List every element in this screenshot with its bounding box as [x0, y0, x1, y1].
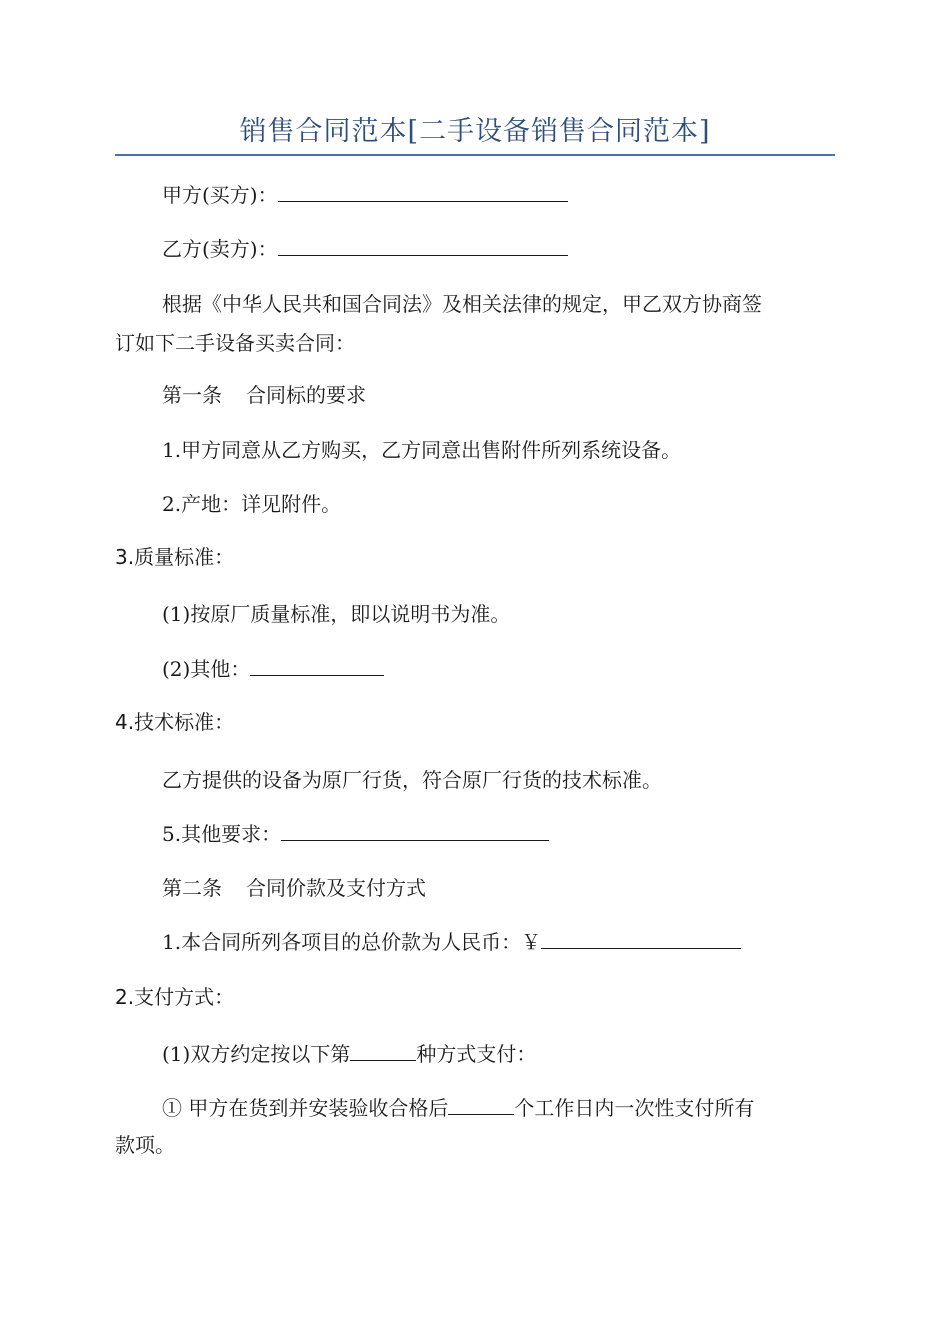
clause-1-3-2-label: (2)其他： [162, 657, 251, 681]
clause-1-4: 4.技术标准： [115, 710, 235, 734]
clause-2-2: 2.支付方式： [115, 985, 235, 1009]
other-quality-blank[interactable] [250, 655, 384, 676]
article-2-title: 合同价款及支付方式 [246, 876, 426, 900]
clause-2-2-1-label-b: 种方式支付： [416, 1042, 537, 1066]
party-b-label: 乙方(卖方)： [162, 237, 278, 261]
clause-1-1: 1.甲方同意从乙方购买，乙方同意出售附件所列系统设备。 [162, 438, 682, 462]
intro-line-2: 订如下二手设备买卖合同： [115, 331, 355, 355]
party-a-label: 甲方(买方)： [162, 183, 278, 207]
other-requirements-blank[interactable] [281, 820, 549, 841]
payment-option-1-continued: 款项。 [115, 1133, 175, 1157]
title-underline [115, 154, 835, 156]
intro-line-1: 根据《中华人民共和国合同法》及相关法律的规定，甲乙双方协商签 [162, 292, 762, 316]
clause-1-3-2 [162, 654, 835, 684]
clause-2-1-label: 1.本合同所列各项目的总价款为人民币：￥ [162, 930, 542, 954]
clause-1-3-1: (1)按原厂质量标准，即以说明书为准。 [162, 602, 511, 626]
party-b-line [162, 234, 835, 264]
clause-1-5 [162, 819, 835, 849]
article-2-number: 第二条 [162, 876, 222, 900]
party-a-line [162, 180, 835, 210]
clause-1-4-text: 乙方提供的设备为原厂行货，符合原厂行货的技术标准。 [162, 768, 662, 792]
article-2-heading [162, 873, 835, 903]
article-1-number: 第一条 [162, 383, 222, 407]
payment-option-1 [162, 1093, 835, 1123]
payment-option-1-label-b: 个工作日内一次性支付所有 [514, 1096, 755, 1120]
article-1-heading [162, 380, 835, 410]
party-b-blank[interactable] [278, 235, 568, 256]
working-days-blank[interactable] [448, 1094, 514, 1115]
payment-option-1-label-a: ① 甲方在货到并安装验收合格后 [162, 1096, 449, 1120]
clause-1-5-label: 5.其他要求： [162, 822, 282, 846]
clause-1-3: 3.质量标准： [115, 545, 235, 569]
clause-2-2-1 [162, 1039, 835, 1069]
total-price-blank[interactable] [541, 928, 741, 949]
clause-1-2: 2.产地：详见附件。 [162, 492, 342, 516]
clause-2-1 [162, 927, 835, 957]
payment-method-blank[interactable] [350, 1040, 416, 1061]
article-1-title: 合同标的要求 [246, 383, 366, 407]
party-a-blank[interactable] [278, 181, 568, 202]
document-title: 销售合同范本[二手设备销售合同范本] [239, 116, 711, 147]
clause-2-2-1-label-a: (1)双方约定按以下第 [162, 1042, 351, 1066]
